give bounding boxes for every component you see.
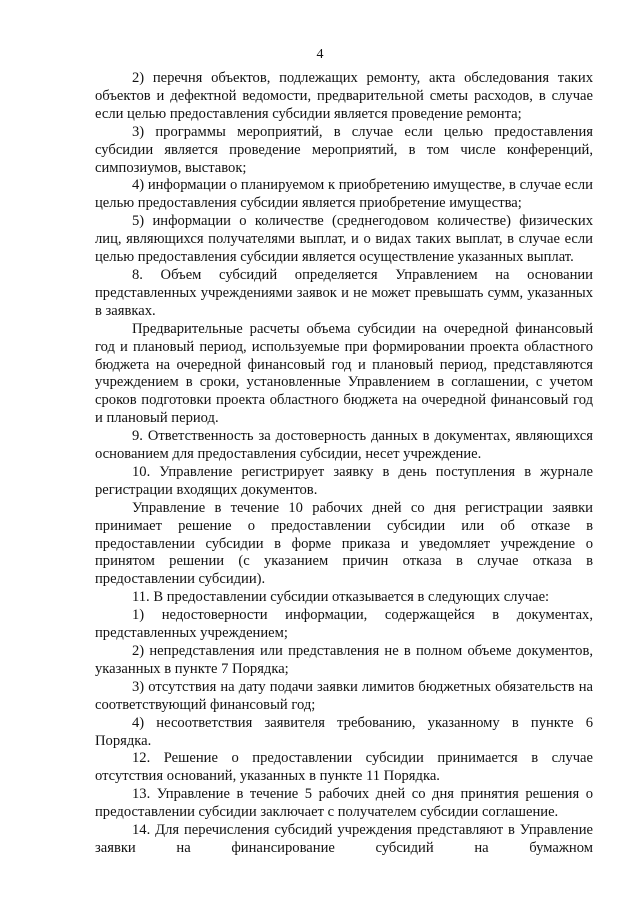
paragraph-clause-14: 14. Для перечисления субсидий учреждения представляют в Управление заявки на финансирование субсидий на бумажном: [95, 822, 593, 856]
paragraph-item-2: 2) перечня объектов, подлежащих ремонту, акта обследования таких объектов и дефектной ведомости, предварительной сметы расходов, в случае если целью предоставления субсидии является проведение ремонта;: [95, 70, 593, 122]
paragraph-refusal-1: 1) недостоверности информации, содержащейся в документах, представленных учреждением;: [95, 607, 593, 642]
paragraph-refusal-2: 2) непредставления или представления не в полном объеме документов, указанных в пункте 7 Порядка;: [95, 643, 593, 677]
paragraph-refusal-4: 4) несоответствия заявителя требованию, указанному в пункте 6 Порядка.: [95, 714, 593, 749]
paragraph-clause-9: 9. Ответственность за достоверность данных в документах, являющихся основанием для предоставления субсидии, несет учреждение.: [95, 428, 593, 463]
paragraph-clause-11: 11. В предоставлении субсидии отказывается в следующих случае:: [132, 589, 550, 606]
document-body: [95, 70, 593, 858]
paragraph-clause-10: 10. Управление регистрирует заявку в день поступления в журнале регистрации входящих документов.: [95, 463, 593, 498]
paragraph-decision-term: Управление в течение 10 рабочих дней со дня регистрации заявки принимает решение о предоставлении субсидии или об отказе в предоставлении субсидии в форме приказа и уведомляет учреждение о принятом решении (с указанием причин отказа в случае отказа в предоставлении субсидии).: [95, 499, 593, 588]
paragraph-preliminary-calculations: Предварительные расчеты объема субсидии на очередной финансовый год и плановый период, используемые при формировании проекта областного бюджета на очередной финансовый год и плановый период, представляются учреждением в сроки, установленные Управлением в соглашении, с учетом сроков подготовки проекта областного бюджета на очередной финансовый год и плановый период.: [95, 320, 593, 427]
paragraph-clause-13: 13. Управление в течение 5 рабочих дней со дня принятия решения о предоставлении субсидии заключает с получателем субсидии соглашение.: [95, 786, 593, 821]
paragraph-clause-12: 12. Решение о предоставлении субсидии принимается в случае отсутствия оснований, указанных в пункте 11 Порядка.: [95, 750, 593, 785]
page-number: 4: [316, 47, 324, 62]
paragraph-item-3: 3) программы мероприятий, в случае если целью предоставления субсидии является проведение мероприятий, в том числе конференций, симпозиумов, выставок;: [95, 123, 593, 176]
paragraph-item-4: 4) информации о планируемом к приобретению имуществе, в случае если целью предоставления субсидии является приобретение имущества;: [95, 177, 593, 212]
paragraph-refusal-3: 3) отсутствия на дату подачи заявки лимитов бюджетных обязательств на соответствующий финансовый год;: [95, 678, 593, 713]
paragraph-item-5: 5) информации о количестве (среднегодовом количестве) физических лиц, являющихся получателями выплат, и о видах таких выплат, в случае если целью предоставления субсидии является осуществление указанных выплат.: [95, 213, 593, 266]
paragraph-clause-8: 8. Объем субсидий определяется Управлением на основании представленных учреждениями заявок и не может превышать сумм, указанных в заявках.: [95, 266, 593, 319]
